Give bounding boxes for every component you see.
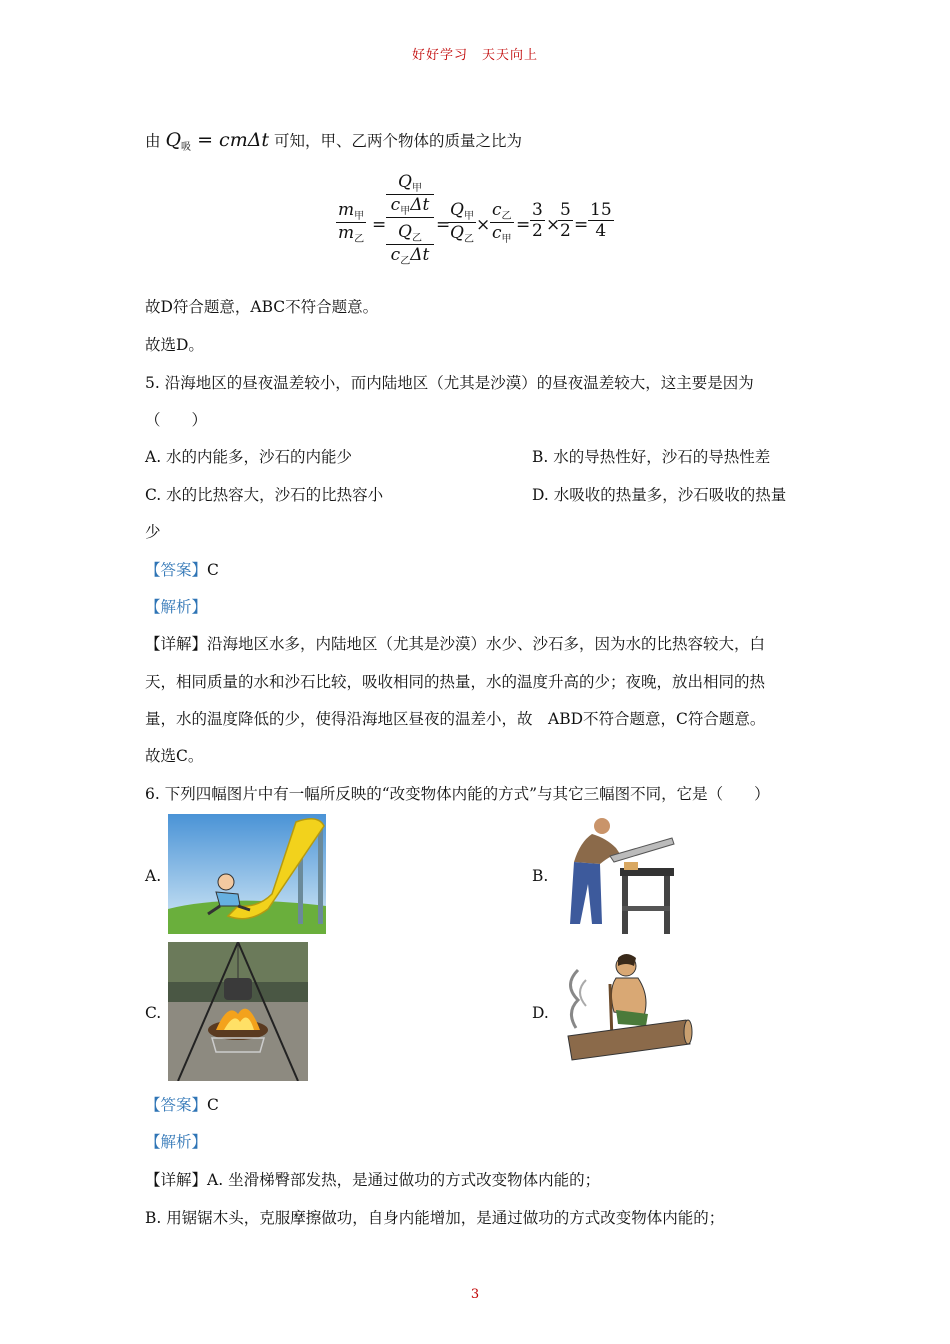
- option-d-cont: 少: [145, 523, 161, 541]
- page-number: 3: [470, 1287, 480, 1302]
- detail-5-line2: 天，相同质量的水和沙石比较，吸收相同的热量，水的温度升高的少；夜晚，放出相同的热: [145, 673, 766, 691]
- answer-6: 【答案】C: [145, 1096, 219, 1114]
- page-header: 好好学习 天天向上: [411, 48, 538, 63]
- option-b-label: B.: [532, 867, 549, 885]
- line: 故D符合题意，ABC不符合题意。: [145, 298, 379, 316]
- line-formula-intro: [145, 130, 522, 158]
- text: 可知，甲、乙两个物体的质量之比为: [274, 132, 523, 150]
- question-5-bracket: （ ）: [145, 411, 208, 429]
- answer-5: 【答案】C: [145, 561, 219, 579]
- line: 故选D。: [145, 336, 204, 354]
- option-d-label: D.: [532, 1004, 549, 1022]
- sawing-wood-illustration: [560, 814, 676, 938]
- detail-5-line1: 【详解】沿海地区水多，内陆地区（尤其是沙漠）水少、沙石多，因为水的比热容较大，白: [145, 635, 766, 653]
- question-5: 5. 沿海地区的昼夜温差较小，而内陆地区（尤其是沙漠）的昼夜温差较大，这主要是因为: [145, 374, 754, 392]
- text: 由: [145, 132, 161, 150]
- detail-6-line1: 【详解】A. 坐滑梯臀部发热，是通过做功的方式改变物体内能的；: [145, 1171, 601, 1189]
- drill-fire-illustration: [558, 950, 694, 1068]
- analysis-5-tag: 【解析】: [145, 598, 208, 616]
- question-6: 6. 下列四幅图片中有一幅所反映的“改变物体内能的方式”与其它三幅图不同，它是（ ）: [145, 785, 770, 803]
- campfire-cooking-photo: [168, 942, 308, 1081]
- analysis-6-tag: 【解析】: [145, 1133, 208, 1151]
- slide-illustration: [168, 814, 326, 934]
- option-a-label: A.: [145, 867, 162, 885]
- option-b: B. 水的导热性好，沙石的导热性差: [532, 448, 771, 466]
- q-absorb-formula: $Q_吸 = cm\Delta t$: [165, 129, 270, 153]
- mass-ratio-formula: $\frac{m_甲}{m_乙}$ = $Q_甲$ $c_甲\Delta t$ $Q_乙$ $c_乙\Delta t$ = $\frac{Q_甲}{Q_乙}$ × $\frac{c_乙}{c_甲}$ = $\frac{3}{2}$ × $\frac{5}{2}$ = $\frac{15}{4}$: [338, 172, 612, 267]
- detail-5-line4: 故选C。: [145, 747, 204, 765]
- m-ratio: $\frac{m_甲}{m_乙}$: [338, 200, 365, 245]
- option-a: A. 水的内能多，沙石的内能少: [145, 448, 353, 466]
- option-c: C. 水的比热容大，沙石的比热容小: [145, 486, 384, 504]
- detail-5-line3: 量，水的温度降低的少，使得沿海地区昼夜的温差小，故 ABD不符合题意，C符合题意。: [145, 710, 766, 728]
- detail-6-line2: B. 用锯锯木头，克服摩擦做功，自身内能增加，是通过做功的方式改变物体内能的；: [145, 1209, 725, 1227]
- option-c-label: C.: [145, 1004, 162, 1022]
- option-d: D. 水吸收的热量多，沙石吸收的热量: [532, 486, 787, 504]
- compound-fraction: $Q_甲$ $c_甲\Delta t$ $Q_乙$ $c_乙\Delta t$: [386, 172, 434, 267]
